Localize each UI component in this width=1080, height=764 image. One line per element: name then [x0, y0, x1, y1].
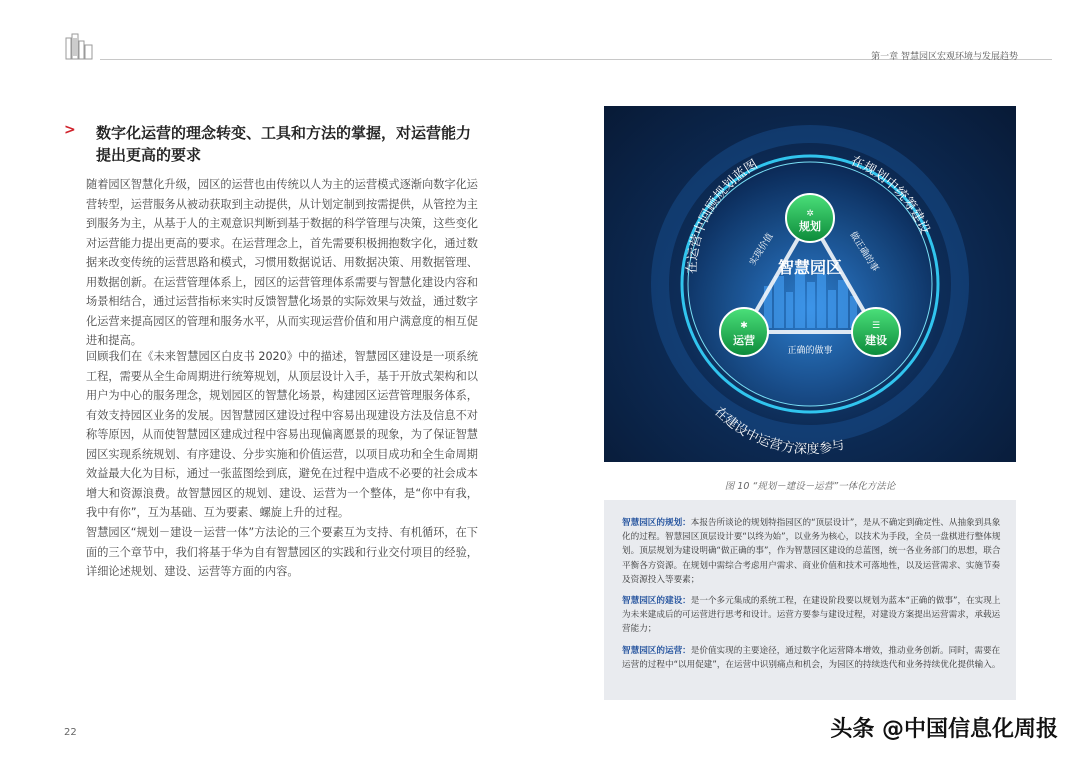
- list-icon: ☰: [871, 321, 881, 331]
- definition-build-text: 是一个多元集成的系统工程，在建设阶段要以规划为蓝本“正确的做事”，在实现上为未来建成后的可运营进行思考和设计。运营方要参与建设过程，对建设方案提出运营需求，承载运营能力；: [622, 596, 1001, 635]
- arc-bottom-label: 在建设中运营方深度参与: [711, 404, 847, 458]
- definition-box: [604, 500, 1016, 700]
- definition-plan-key: 智慧园区的规划：: [622, 518, 691, 528]
- watermark: 头条 @中国信息化周报: [830, 717, 1058, 742]
- arc-right-label: 在规划中统筹建设: [848, 153, 933, 237]
- node-operate: [720, 308, 768, 356]
- definition-build: [622, 594, 1006, 637]
- section-heading: [64, 122, 484, 166]
- body-paragraph-2: 回顾我们在《未来智慧园区白皮书 2020》中的描述，智慧园区建设是一项系统工程，需要从全生命周期进行统筹规划，从顶层设计入手，基于开放式架构和以用户为中心的服务理念，规划园区的智慧化场景，构建园区运营管理服务体系，有效支持园区业务的发展。因智慧园区建设过程中容易出现建设方法及信息不对称等原因，从而使智慧园区建成过程中容易出现偏离愿景的现象，为了保证智慧园区实现系统规划、有序建设、分步实施和价值运营，以项目成功和全生命周期效益最大化为目标，通过一张蓝图绘到底，避免在过程中造成不必要的社会成本增大和资源浪费。故智慧园区的规划、建设、运营为一个整体，是“你中有我，我中有你”，互为基础、互为要素、螺旋上升的过程。: [86, 350, 478, 519]
- node-plan: [786, 194, 834, 242]
- gear-icon: ✱: [740, 321, 748, 331]
- section-marker: >: [64, 122, 76, 138]
- definition-operate: [622, 644, 1006, 672]
- body-paragraph-3: 智慧园区“规划－建设－运营一体”方法论的三个要素互为支持、有机循环，在下面的三个章节中，我们将基于华为自有智慧园区的实践和行业交付项目的经验，详细论述规划、建设、运营等方面的内容。: [86, 526, 478, 578]
- definition-operate-key: 智慧园区的运营：: [622, 646, 691, 656]
- figure-caption: 图 10 “规划－建设－运营”一体化方法论: [724, 481, 896, 492]
- methodology-figure: [604, 106, 1016, 462]
- definition-plan: [622, 516, 1006, 587]
- definition-operate-text: 是价值实现的主要途径，通过数字化运营降本增效，推动业务创新。同时，需要在运营的过程中“以用促建”，在运营中识别痛点和机会，为园区的持续迭代和业务持续优化提供输入。: [622, 646, 1001, 671]
- page-number: 22: [64, 727, 77, 738]
- compass-icon: ✲: [806, 209, 814, 219]
- arc-left-label: 在运营中回顾规划蓝图: [684, 157, 761, 275]
- body-paragraph-1: 随着园区智慧化升级，园区的运营也由传统以人为主的运营模式逐渐向数字化运营转型，运营服务从被动获取到主动提供，从计划定制到按需提供，从管控为主到服务为主，从基于人的主观意识判断到基于数据的科学管理与决策，这些变化对运营能力提出更高的要求。在运营理念上，首先需要积极拥抱数字化，通过数据来改变传统的运营思路和模式，习惯用数据说话、用数据决策、用数据管理、用数据创新。在运营管理体系上，园区的运营管理体系需要与智慧化建设内容和场景相结合，通过运营指标来实时反馈智慧化场景的实际效果与效益，通过数字化运营来提高园区的管理和服务水平，从而实现运营价值和用户满意度的相互促进和提高。: [86, 178, 478, 347]
- building-logo-icon: [64, 32, 94, 60]
- definition-plan-text: 本报告所谈论的规划特指园区的“顶层设计”，是从不确定到确定性、从抽象到具象化的过程。智慧园区顶层设计要“以终为始”，以业务为核心，以技术为手段，全员一盘棋进行整体规划。顶层规划为建设明确“做正确的事”，作为智慧园区建设的总蓝图，统一各业务部门的思想，联合平衡各方资源。在规划中需综合考虑用户需求、商业价值和技术可落地性，以及运营需求、实施节奏及资源投入等要素；: [622, 518, 1001, 585]
- node-operate-label: 运营: [733, 334, 755, 347]
- section-title: 数字化运营的理念转变、工具和方法的掌握，对运营能力提出更高的要求: [96, 124, 472, 164]
- node-build: [852, 308, 900, 356]
- node-plan-label: 规划: [799, 220, 821, 233]
- methodology-diagram: [604, 106, 1016, 462]
- center-label: 智慧园区: [777, 258, 843, 277]
- edge-right-label: 做正确的事: [847, 230, 880, 274]
- definition-build-key: 智慧园区的建设：: [622, 596, 691, 606]
- chapter-title: 第一章 智慧园区宏观环境与发展趋势: [871, 52, 1018, 62]
- node-build-label: 建设: [865, 334, 887, 347]
- edge-left-label: 实现价值: [748, 231, 776, 268]
- edge-bottom-label: 正确的做事: [787, 346, 833, 356]
